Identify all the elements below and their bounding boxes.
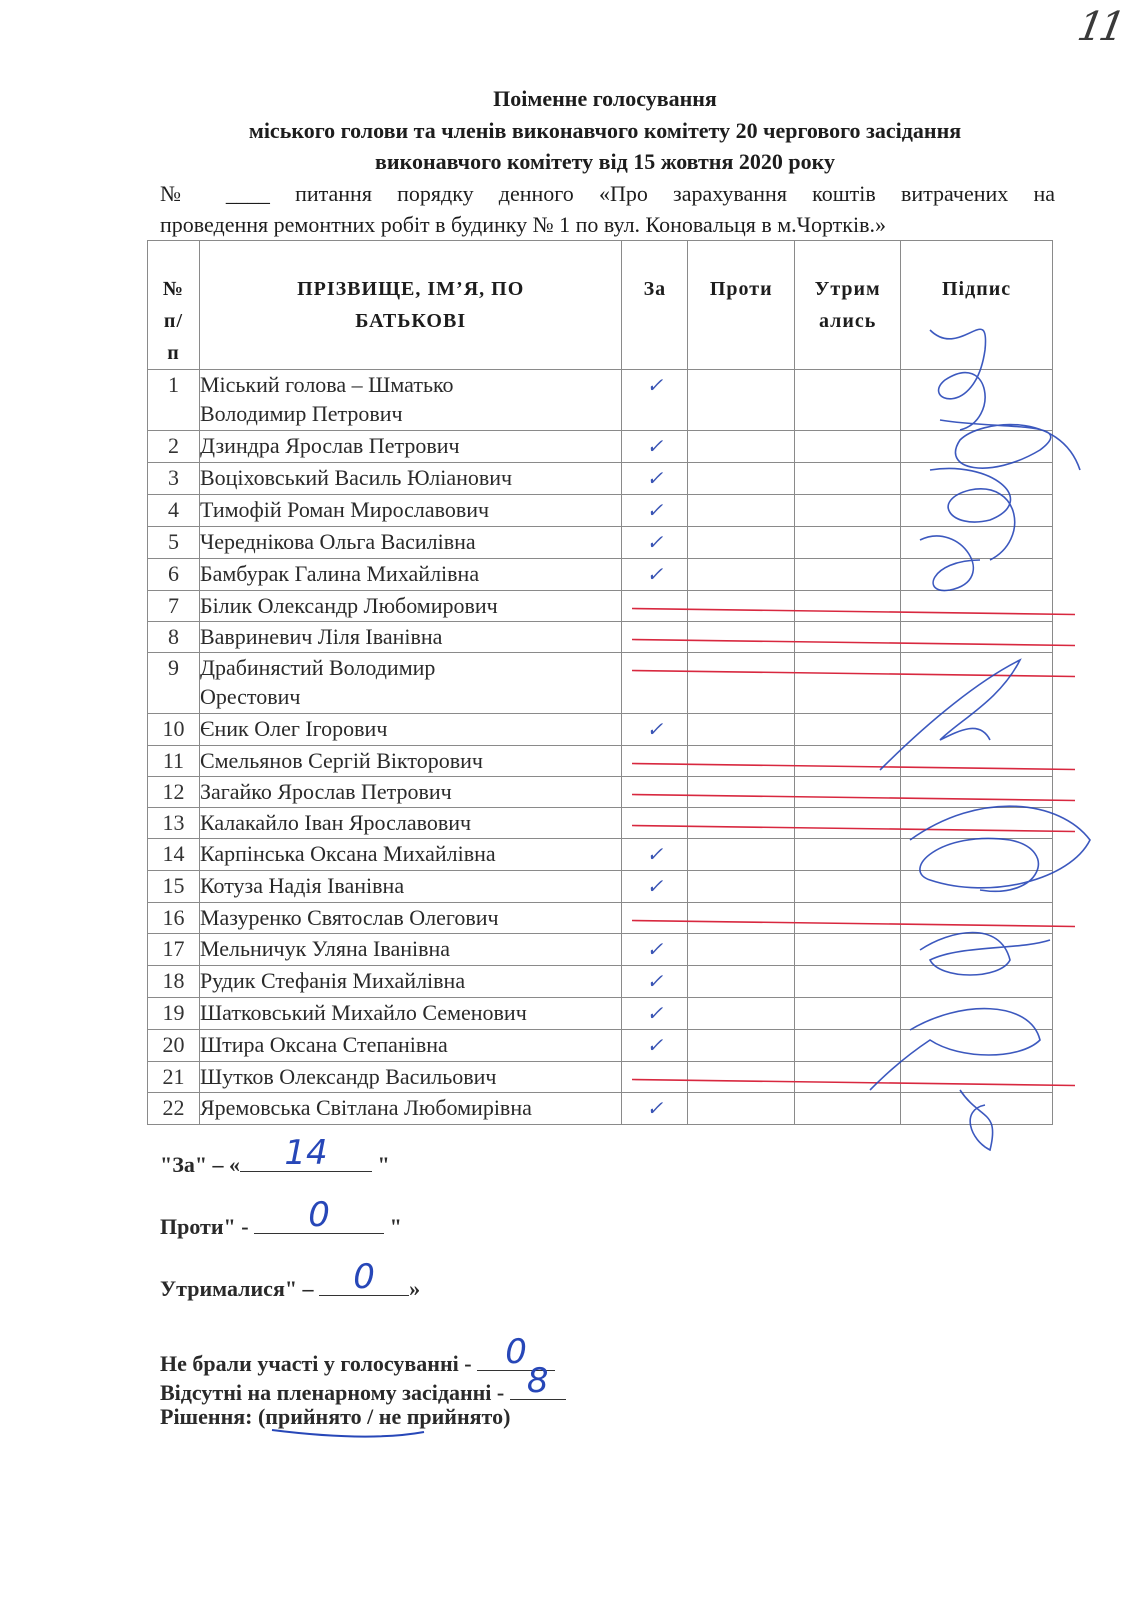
row-signature: [901, 808, 1053, 839]
table-row: [148, 839, 1053, 871]
row-name: Воціховський Василь Юліанович: [199, 463, 621, 495]
row-num: 13: [148, 808, 200, 839]
summary-decision: Рішення: (прийнято / не прийнято): [160, 1404, 511, 1429]
row-utrym: [795, 808, 901, 839]
row-signature: [901, 622, 1053, 653]
row-num: 8: [148, 622, 200, 653]
row-name: Дзиндра Ярослав Петрович: [199, 431, 621, 463]
row-za: [622, 591, 688, 622]
check-mark-icon: ✓: [646, 1098, 664, 1120]
row-utrym: [795, 559, 901, 591]
row-name: Рудик Стефанія Михайлівна: [199, 966, 621, 998]
row-signature: [901, 495, 1053, 527]
row-proty: [688, 746, 795, 777]
table-row: [148, 746, 1053, 777]
check-mark-icon: ✓: [646, 1003, 664, 1025]
row-num: 15: [148, 871, 200, 903]
header-proty: Проти: [688, 241, 795, 370]
row-za: [622, 903, 688, 934]
row-za: [622, 714, 688, 746]
row-za: [622, 777, 688, 808]
row-proty: [688, 714, 795, 746]
row-za: [622, 871, 688, 903]
row-num: 12: [148, 777, 200, 808]
row-proty: [688, 370, 795, 431]
row-signature: [901, 746, 1053, 777]
row-proty: [688, 559, 795, 591]
header-utrym: Утрим ались: [795, 241, 901, 370]
row-proty: [688, 622, 795, 653]
table-row: [148, 431, 1053, 463]
row-name: Мельничук Уляна Іванівна: [199, 934, 621, 966]
row-za: [622, 653, 688, 714]
row-num: 1: [148, 370, 200, 431]
row-signature: [901, 1093, 1053, 1125]
row-signature: [901, 998, 1053, 1030]
check-mark-icon: ✓: [646, 564, 664, 586]
row-num: 18: [148, 966, 200, 998]
row-utrym: [795, 495, 901, 527]
table-row: [148, 559, 1053, 591]
row-proty: [688, 998, 795, 1030]
header-signature: Підпис: [901, 241, 1053, 370]
row-signature: [901, 527, 1053, 559]
row-signature: [901, 966, 1053, 998]
no-part-count: 0: [505, 1332, 527, 1372]
row-signature: [901, 653, 1053, 714]
row-signature: [901, 591, 1053, 622]
row-name: Яремовська Світлана Любомирівна: [199, 1093, 621, 1125]
check-mark-icon: ✓: [646, 500, 664, 522]
table-row: [148, 966, 1053, 998]
row-proty: [688, 527, 795, 559]
row-num: 7: [148, 591, 200, 622]
doc-subtitle-2: виконавчого комітету від 15 жовтня 2020 року: [375, 149, 835, 174]
row-name: Шатковський Михайло Семенович: [199, 998, 621, 1030]
table-row: [148, 1030, 1053, 1062]
header-num: № п/ п: [148, 241, 200, 370]
row-proty: [688, 1062, 795, 1093]
row-name: Мазуренко Святослав Олегович: [199, 903, 621, 934]
vote-table: [147, 240, 1053, 1125]
row-signature: [901, 463, 1053, 495]
row-signature: [901, 714, 1053, 746]
row-proty: [688, 934, 795, 966]
row-name: Котуза Надія Іванівна: [199, 871, 621, 903]
row-num: 14: [148, 839, 200, 871]
table-row: [148, 527, 1053, 559]
header-za: За: [622, 241, 688, 370]
row-utrym: [795, 622, 901, 653]
check-mark-icon: ✓: [646, 876, 664, 898]
row-name: Смельянов Сергій Вікторович: [199, 746, 621, 777]
row-name: Тимофій Роман Мирославович: [199, 495, 621, 527]
row-name: Загайко Ярослав Петрович: [199, 777, 621, 808]
row-signature: [901, 934, 1053, 966]
row-signature: [901, 1062, 1053, 1093]
row-utrym: [795, 903, 901, 934]
table-row: [148, 591, 1053, 622]
row-proty: [688, 463, 795, 495]
row-num: 20: [148, 1030, 200, 1062]
row-name: Єник Олег Ігорович: [199, 714, 621, 746]
row-za: [622, 808, 688, 839]
table-row: [148, 777, 1053, 808]
agenda-item: [160, 178, 1055, 240]
row-proty: [688, 591, 795, 622]
row-signature: [901, 839, 1053, 871]
row-za: [622, 431, 688, 463]
utrym-count: 0: [353, 1257, 375, 1297]
row-proty: [688, 495, 795, 527]
za-count: 14: [284, 1133, 328, 1173]
row-num: 17: [148, 934, 200, 966]
table-row: [148, 998, 1053, 1030]
agenda-line-1: № ____ питання порядку денного «Про зарахування коштів витрачених на: [160, 181, 1055, 206]
table-row: [148, 871, 1053, 903]
table-row: [148, 903, 1053, 934]
doc-title: Поіменне голосування: [493, 86, 717, 111]
row-name: Драбинястий Володимир Орестович: [199, 653, 621, 714]
row-utrym: [795, 431, 901, 463]
row-za: [622, 998, 688, 1030]
row-utrym: [795, 591, 901, 622]
decision-options: (прийнято / не прийнято): [257, 1404, 511, 1429]
row-signature: [901, 871, 1053, 903]
row-proty: [688, 871, 795, 903]
row-utrym: [795, 998, 901, 1030]
proty-count: 0: [308, 1195, 330, 1235]
row-proty: [688, 431, 795, 463]
row-utrym: [795, 871, 901, 903]
table-row: [148, 1093, 1053, 1125]
row-num: 19: [148, 998, 200, 1030]
row-signature: [901, 903, 1053, 934]
row-za: [622, 463, 688, 495]
row-za: [622, 370, 688, 431]
row-name: Білик Олександр Любомирович: [199, 591, 621, 622]
absent-count: 8: [526, 1361, 549, 1401]
row-utrym: [795, 934, 901, 966]
summary-za: "За" – « 14 ": [160, 1133, 390, 1177]
row-num: 3: [148, 463, 200, 495]
summary-utrym: Утрималися" – 0 »: [160, 1257, 421, 1301]
row-name: Калакайло Іван Ярославович: [199, 808, 621, 839]
row-num: 5: [148, 527, 200, 559]
row-za: [622, 495, 688, 527]
row-signature: [901, 1030, 1053, 1062]
row-name: Бамбурак Галина Михайлівна: [199, 559, 621, 591]
row-za: [622, 559, 688, 591]
row-utrym: [795, 777, 901, 808]
row-proty: [688, 903, 795, 934]
table-row: [148, 934, 1053, 966]
header-name: ПРІЗВИЩЕ, ІМ’Я, ПО БАТЬКОВІ: [199, 241, 621, 370]
table-row: [148, 1062, 1053, 1093]
row-proty: [688, 808, 795, 839]
table-row: [148, 714, 1053, 746]
table-row: [148, 370, 1053, 431]
table-row: [148, 808, 1053, 839]
row-utrym: [795, 1093, 901, 1125]
check-mark-icon: ✓: [646, 375, 664, 397]
row-name: Карпінська Оксана Михайлівна: [199, 839, 621, 871]
row-num: 9: [148, 653, 200, 714]
summary-absent: Відсутні на пленарному засіданні - 8: [160, 1375, 566, 1406]
row-utrym: [795, 463, 901, 495]
row-za: [622, 839, 688, 871]
summary-no-part: Не брали участі у голосуванні - 0: [160, 1346, 555, 1377]
row-num: 21: [148, 1062, 200, 1093]
table-row: [148, 653, 1053, 714]
row-utrym: [795, 839, 901, 871]
row-za: [622, 622, 688, 653]
row-num: 10: [148, 714, 200, 746]
doc-subtitle-1: міського голови та членів виконавчого комітету 20 чергового засідання: [248, 118, 962, 143]
row-za: [622, 1093, 688, 1125]
row-utrym: [795, 527, 901, 559]
row-za: [622, 966, 688, 998]
check-mark-icon: ✓: [646, 971, 664, 993]
row-utrym: [795, 1062, 901, 1093]
check-mark-icon: ✓: [646, 939, 664, 961]
check-mark-icon: ✓: [646, 532, 664, 554]
row-signature: [901, 559, 1053, 591]
check-mark-icon: ✓: [646, 468, 664, 490]
row-signature: [901, 431, 1053, 463]
check-mark-icon: ✓: [646, 719, 664, 741]
row-num: 2: [148, 431, 200, 463]
row-utrym: [795, 653, 901, 714]
row-utrym: [795, 370, 901, 431]
row-utrym: [795, 714, 901, 746]
row-num: 11: [148, 746, 200, 777]
row-name: Вавриневич Ліля Іванівна: [199, 622, 621, 653]
row-name: Штира Оксана Степанівна: [199, 1030, 621, 1062]
row-utrym: [795, 1030, 901, 1062]
row-proty: [688, 839, 795, 871]
row-num: 6: [148, 559, 200, 591]
row-signature: [901, 370, 1053, 431]
table-row: [148, 495, 1053, 527]
row-name: Череднікова Ольга Василівна: [199, 527, 621, 559]
page-number: 11: [1073, 4, 1125, 50]
row-za: [622, 934, 688, 966]
table-row: [148, 622, 1053, 653]
decision-underline: [272, 1430, 424, 1436]
row-name: Шутков Олександр Васильович: [199, 1062, 621, 1093]
row-signature: [901, 777, 1053, 808]
row-num: 16: [148, 903, 200, 934]
row-num: 22: [148, 1093, 200, 1125]
row-utrym: [795, 746, 901, 777]
row-utrym: [795, 966, 901, 998]
row-num: 4: [148, 495, 200, 527]
row-za: [622, 527, 688, 559]
check-mark-icon: ✓: [646, 844, 664, 866]
summary-proty: Проти" - 0 ": [160, 1195, 402, 1239]
row-proty: [688, 653, 795, 714]
row-za: [622, 1062, 688, 1093]
check-mark-icon: ✓: [646, 436, 664, 458]
table-row: [148, 463, 1053, 495]
check-mark-icon: ✓: [646, 1035, 664, 1057]
row-proty: [688, 777, 795, 808]
agenda-line-2: проведення ремонтних робіт в будинку № 1 по вул. Коновальця в м.Чортків.»: [160, 212, 886, 237]
row-proty: [688, 1030, 795, 1062]
row-name: Міський голова – Шматько Володимир Петрович: [199, 370, 621, 431]
row-za: [622, 746, 688, 777]
row-za: [622, 1030, 688, 1062]
row-proty: [688, 966, 795, 998]
row-proty: [688, 1093, 795, 1125]
